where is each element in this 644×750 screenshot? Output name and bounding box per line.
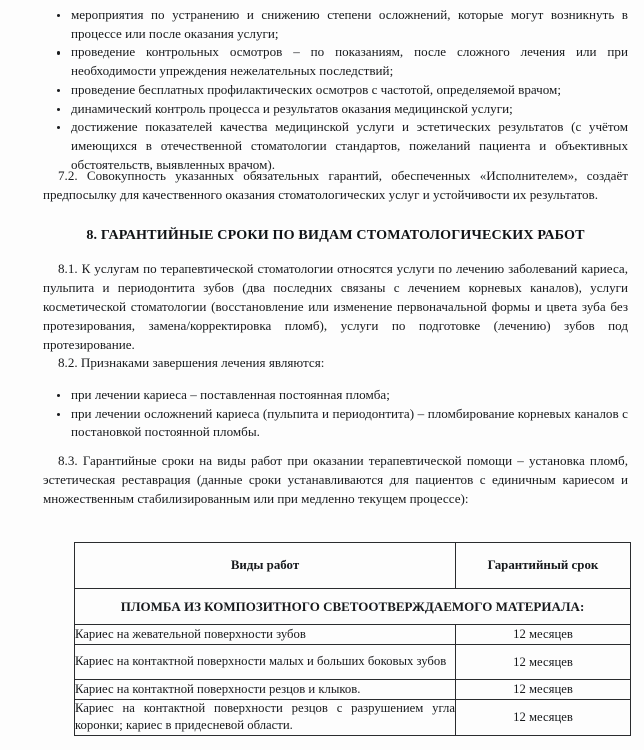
table-row xyxy=(75,625,631,645)
table-row xyxy=(75,680,631,700)
list-item: динамический контроль процесса и результатов оказания медицинской услуги; xyxy=(57,100,628,119)
cell-work-type: Кариес на контактной поверхности резцов и клыков. xyxy=(75,680,456,700)
cell-warranty-term: 12 месяцев xyxy=(456,625,631,645)
group-header-composite-filling: ПЛОМБА ИЗ КОМПОЗИТНОГО СВЕТООТВЕРЖДАЕМОГО МАТЕРИАЛА: xyxy=(75,589,631,625)
column-header-warranty-term: Гарантийный срок xyxy=(456,543,631,589)
table-header-row xyxy=(75,543,631,589)
treatment-completion-list xyxy=(57,386,628,442)
cell-work-type: Кариес на жевательной поверхности зубов xyxy=(75,625,456,645)
table-group-header-row xyxy=(75,589,631,625)
list-item: достижение показателей качества медицинской услуги и эстетических результатов (с учётом имеющихся в отечественной стоматологии стандартов, пожеланий пациента и объективных обстоятельств, выявленных врачом). xyxy=(57,118,628,174)
obligatory-guarantees-list xyxy=(57,6,628,174)
paragraph-7-2: 7.2. Совокупность указанных обязательных гарантий, обеспеченных «Исполнителем», создаёт предпосылку для качественного оказания стоматологических услуг и устойчивости их результатов. xyxy=(43,168,628,202)
table-row xyxy=(75,645,631,680)
paragraph-8-3: 8.3. Гарантийные сроки на виды работ при оказании терапевтической помощи – установка пломб, эстетическая реставрация (данные сроки устанавливаются для пациентов с единичным кариесом и множественным стабилизированным или при медленно текущем процессе): xyxy=(43,453,628,506)
paragraph-8-1: 8.1. К услугам по терапевтической стоматологии относятся услуги по лечению заболеваний кариеса, пульпита и периодонтита зубов (два последних связаны с лечением корневых каналов), услуги косметической стоматологии (восстановление или изменение первоначальной формы и цвета зуба без протезирования, замена/корректировка пломб), услуги по подготовке (лечению) зубов под протезирование. xyxy=(43,261,628,352)
list-item: проведение бесплатных профилактических осмотров с частотой, определяемой врачом; xyxy=(57,81,628,100)
paragraph-8-2: 8.2. Признаками завершения лечения являются: xyxy=(58,355,325,370)
list-item: при лечении осложнений кариеса (пульпита и периодонтита) – пломбирование корневых каналов с постановкой постоянной пломбы. xyxy=(57,405,628,442)
list-item: при лечении кариеса – поставленная постоянная пломба; xyxy=(57,386,628,405)
cell-warranty-term: 12 месяцев xyxy=(456,645,631,680)
section-8-heading: 8. ГАРАНТИЙНЫЕ СРОКИ ПО ВИДАМ СТОМАТОЛОГИЧЕСКИХ РАБОТ xyxy=(86,227,585,243)
column-header-work-types: Виды работ xyxy=(75,543,456,589)
warranty-terms-table xyxy=(74,542,631,736)
cell-work-type: Кариес на контактной поверхности резцов с разрушением угла коронки; кариес в придесневой области. xyxy=(75,700,456,736)
list-item: проведение контрольных осмотров – по показаниям, после сложного лечения или при необходимости упреждения нежелательных последствий; xyxy=(57,43,628,80)
cell-warranty-term: 12 месяцев xyxy=(456,700,631,736)
cell-warranty-term: 12 месяцев xyxy=(456,680,631,700)
cell-work-type: Кариес на контактной поверхности малых и больших боковых зубов xyxy=(75,645,456,680)
list-item: мероприятия по устранению и снижению степени осложнений, которые могут возникнуть в процессе или после оказания услуги; xyxy=(57,6,628,43)
table-row xyxy=(75,700,631,736)
